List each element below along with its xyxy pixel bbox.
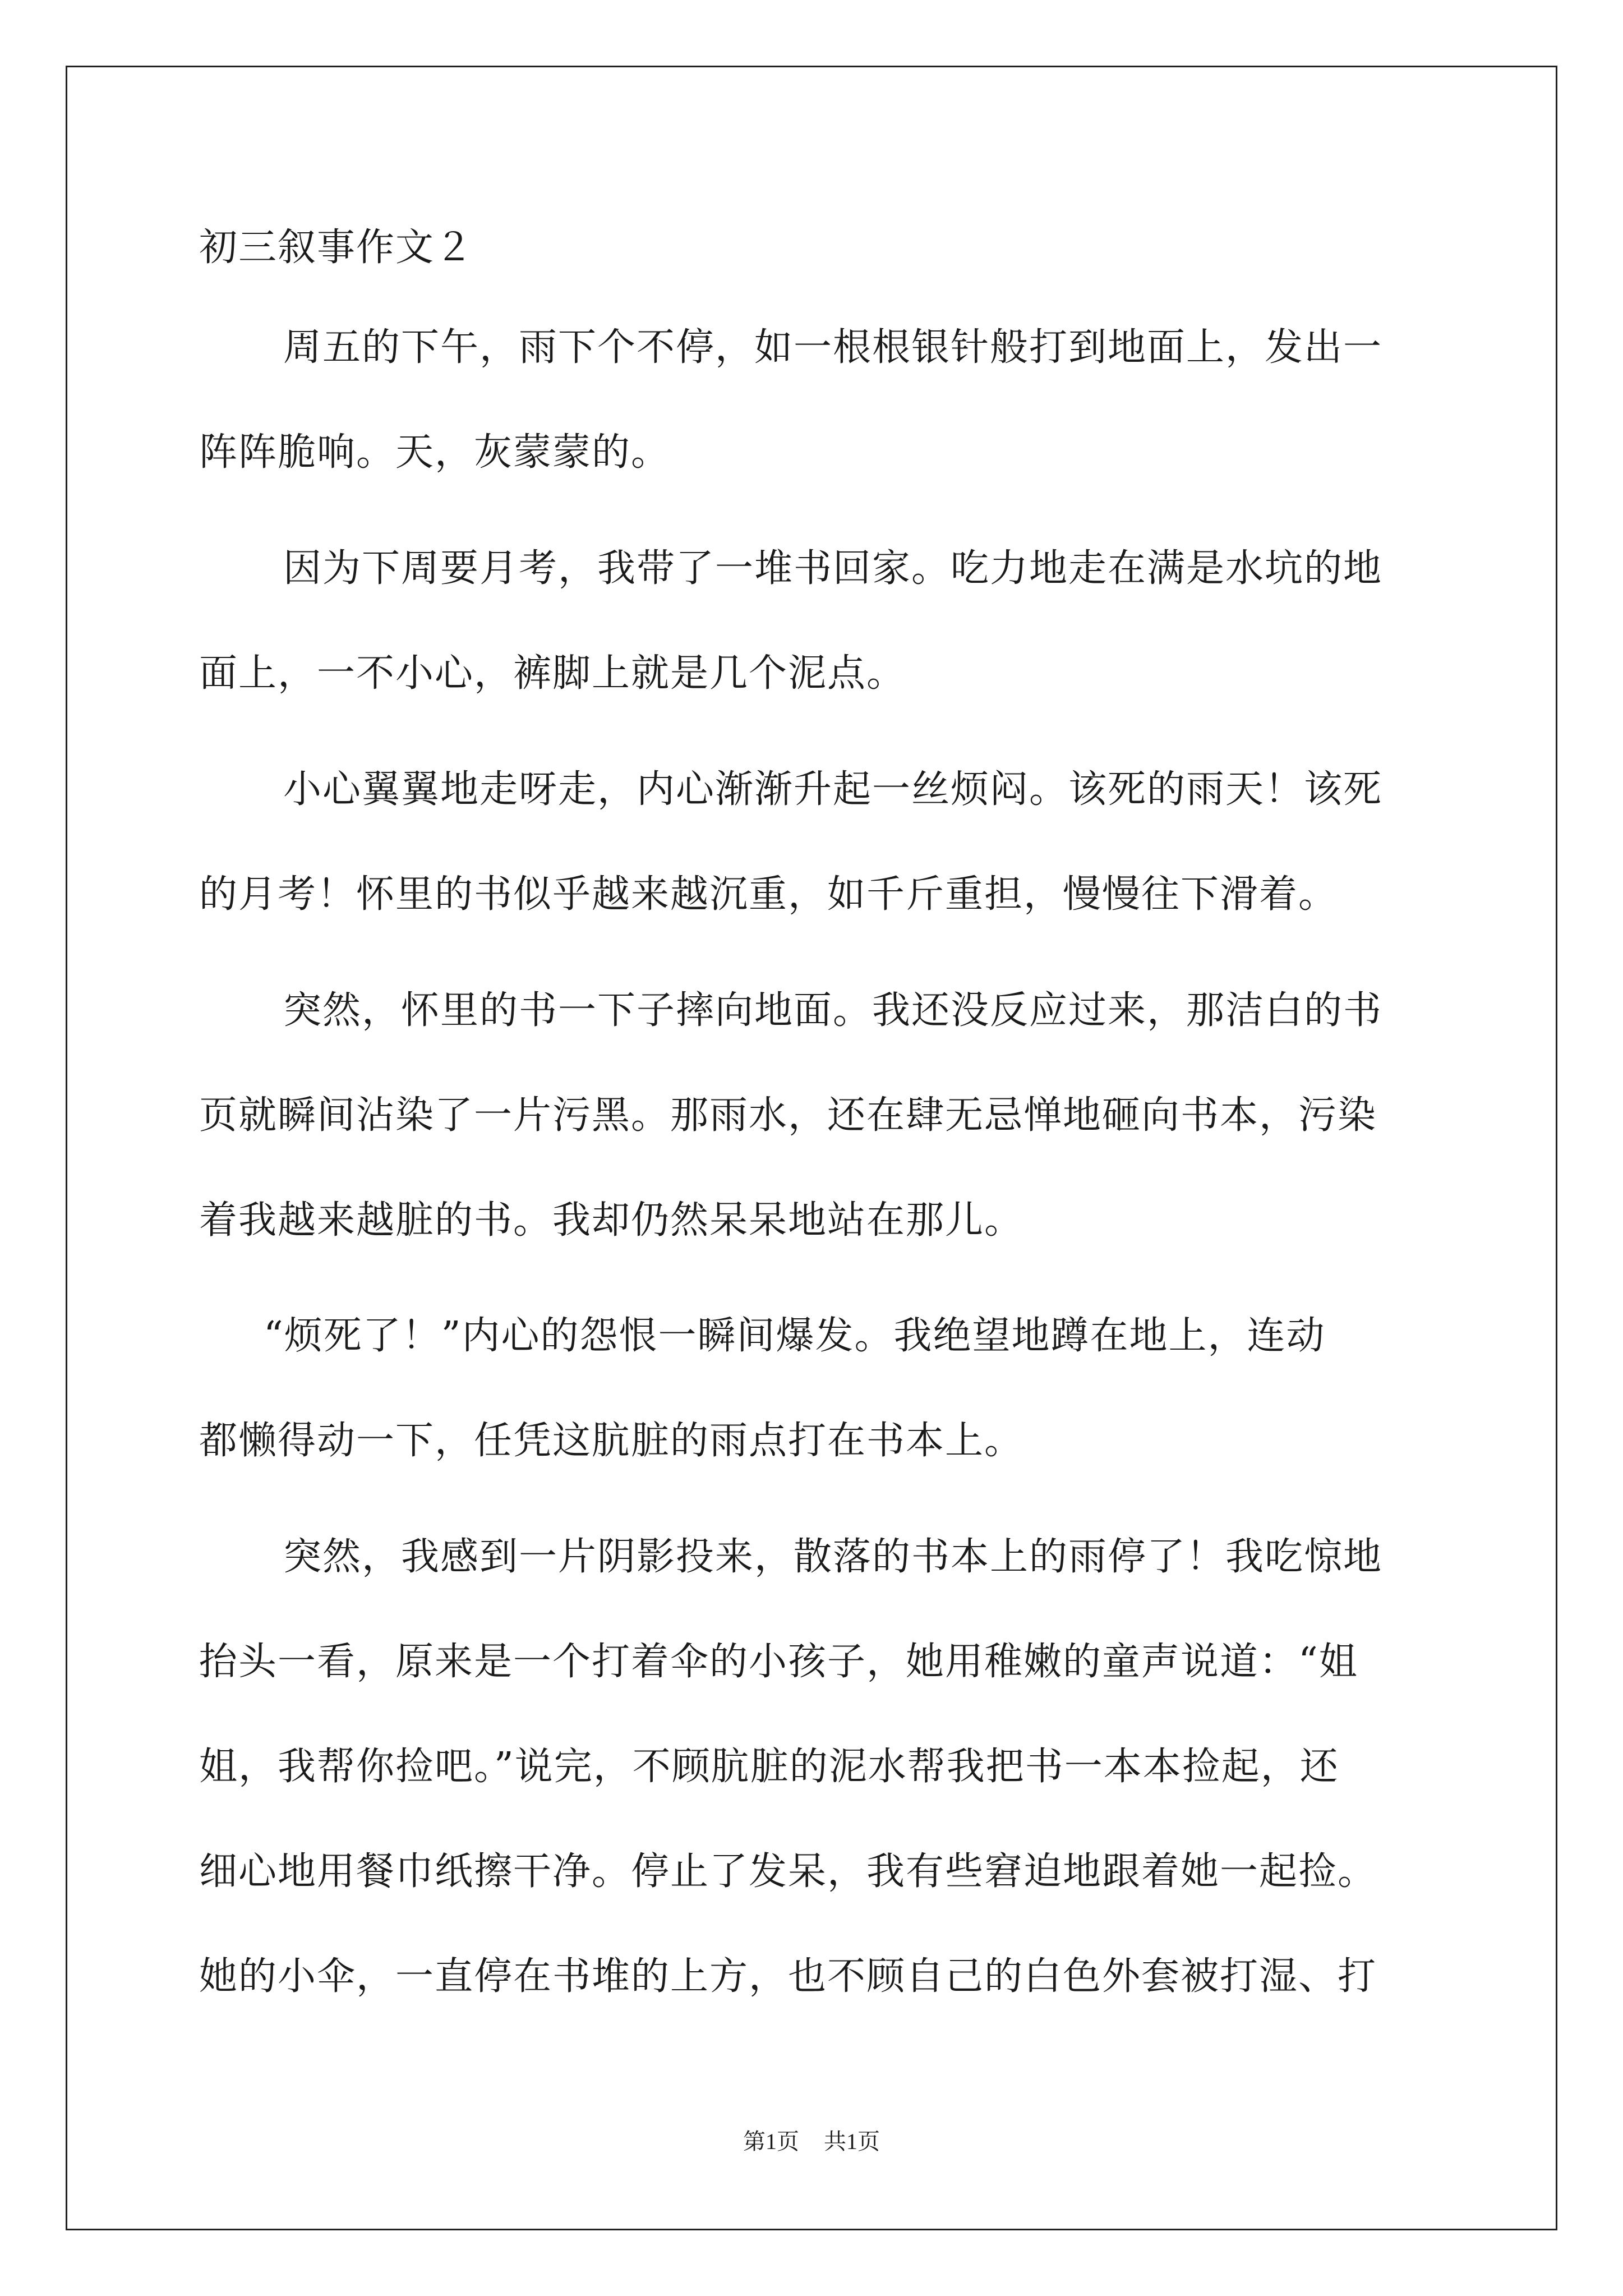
paragraph-line: 都懒得动一下，任凭这肮脏的雨点打在书本上。	[199, 1419, 1024, 1463]
paragraph-line: 细心地用餐巾纸擦干净。停止了发呆，我有些窘迫地跟着她一起捡。	[199, 1849, 1377, 1894]
paragraph-line: 因为下周要月考，我带了一堆书回家。吃力地走在满是水坑的地	[283, 546, 1383, 591]
paragraph-line: 面上，一不小心，裤脚上就是几个泥点。	[199, 651, 906, 696]
paragraph-line: 小心翼翼地走呀走，内心渐渐升起一丝烦闷。该死的雨天！该死	[283, 767, 1383, 812]
page-border	[66, 66, 1557, 2230]
paragraph-line: 页就瞬间沾染了一片污黑。那雨水，还在肆无忌惮地砸向书本，污染	[199, 1093, 1377, 1138]
paragraph-line: 突然，怀里的书一下子摔向地面。我还没反应过来，那洁白的书	[283, 988, 1383, 1033]
paragraph-line: 阵阵脆响。天，灰蒙蒙的。	[199, 430, 671, 475]
document-title: 初三叙事作文２	[199, 226, 474, 270]
paragraph-line: 突然，我感到一片阴影投来，散落的书本上的雨停了！我吃惊地	[283, 1535, 1383, 1579]
page-total: 共1页	[824, 2129, 880, 2154]
paragraph-line: 着我越来越脏的书。我却仍然呆呆地站在那儿。	[199, 1198, 1024, 1243]
paragraph-line: 的月考！怀里的书似乎越来越沉重，如千斤重担，慢慢往下滑着。	[199, 872, 1338, 917]
paragraph-line: 周五的下午，雨下个不停，如一根根银针般打到地面上，发出一	[283, 325, 1383, 370]
paragraph-line: 抬头一看，原来是一个打着伞的小孩子，她用稚嫩的童声说道：“姐	[199, 1640, 1358, 1684]
paragraph-line: 她的小伞，一直停在书堆的上方，也不顾自己的白色外套被打湿、打	[199, 1954, 1377, 1999]
page-number: 第1页	[743, 2129, 799, 2154]
paragraph-line: “烦死了！”内心的怨恨一瞬间爆发。我绝望地蹲在地上，连动	[264, 1314, 1326, 1358]
page-footer	[0, 2125, 1623, 2159]
paragraph-line: 姐，我帮你捡吧。”说完，不顾肮脏的泥水帮我把书一本本捡起，还	[199, 1745, 1339, 1789]
